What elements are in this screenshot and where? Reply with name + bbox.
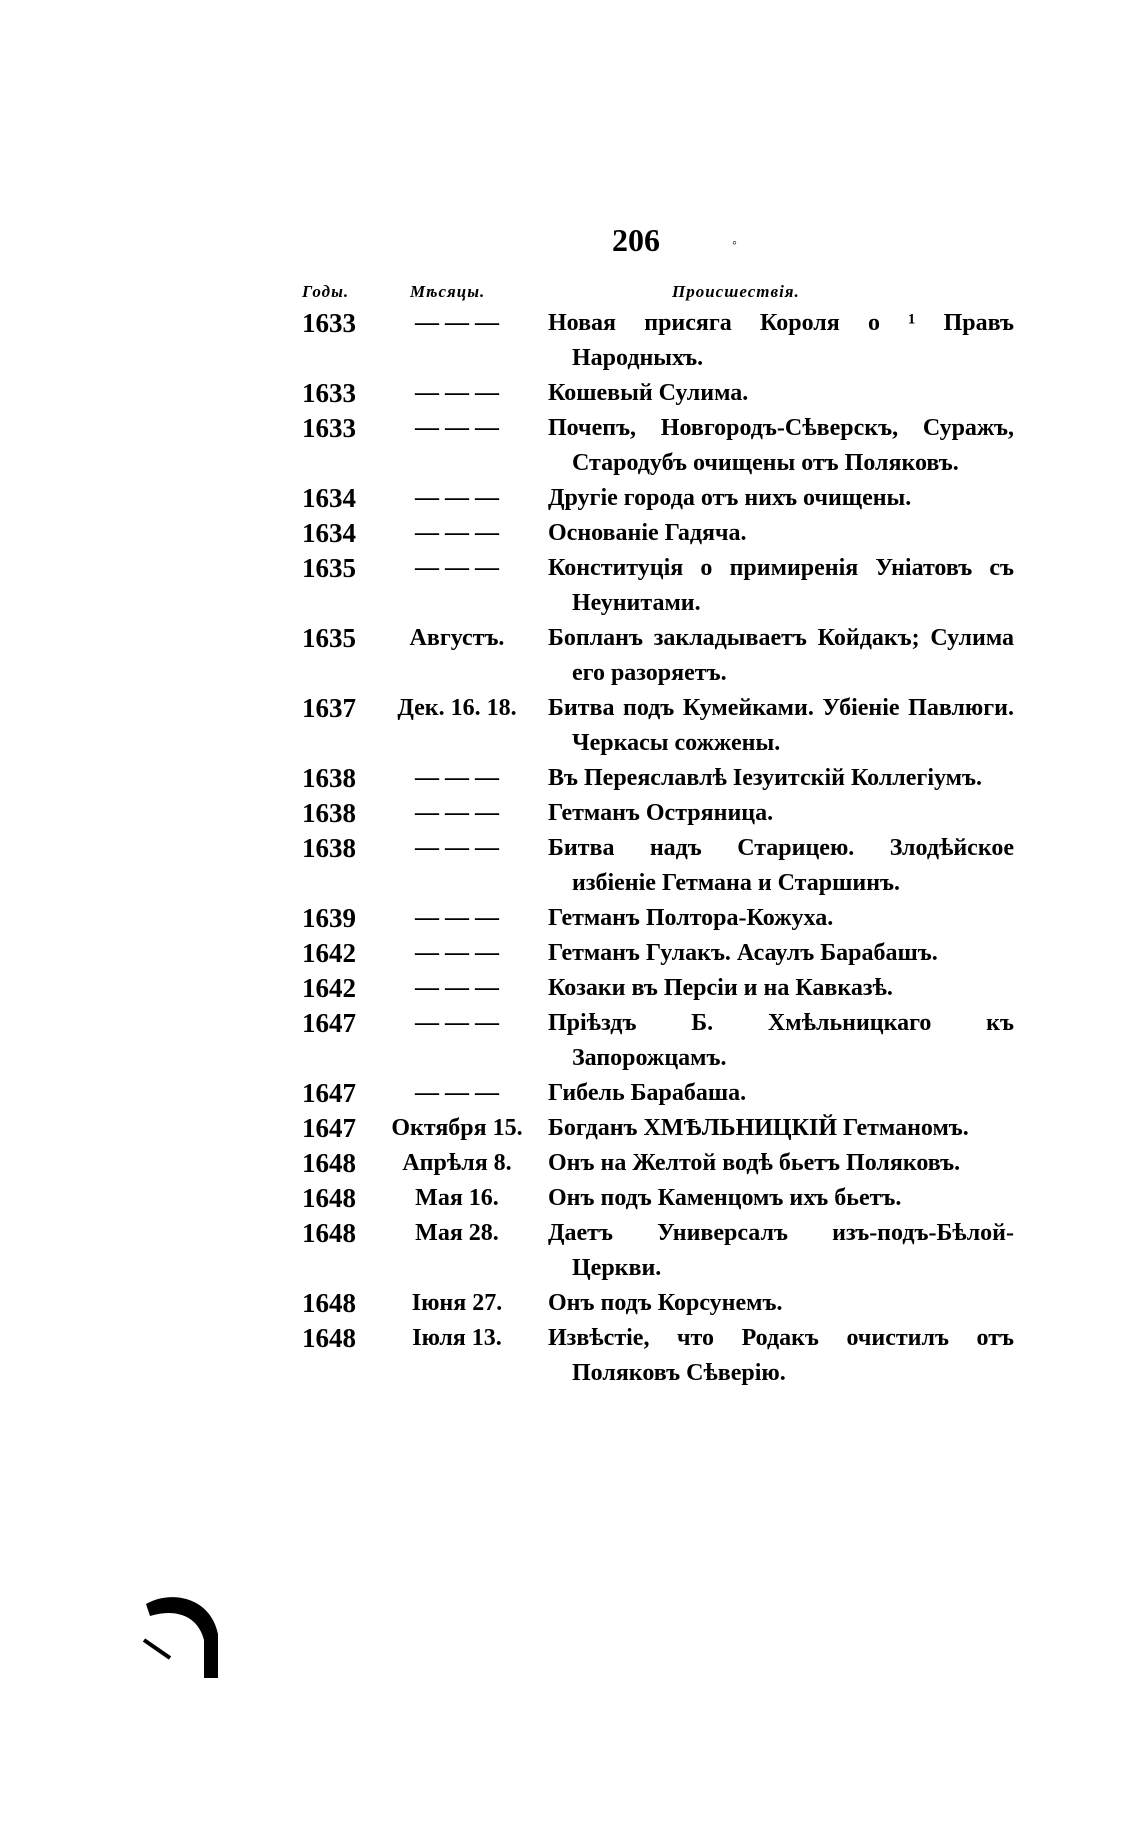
month-cell: Октября 15. [391, 1115, 523, 1141]
event-cell: Онъ подъ Корсунемъ. [548, 1290, 783, 1316]
event-cell: Битва надъ Старицею. Злодѣйское избіеніе Гетмана и Старшинъ. [548, 835, 1014, 896]
year-cell: 1648 [302, 1148, 356, 1178]
table-row [0, 1216, 1140, 1286]
year-cell: 1638 [302, 763, 356, 793]
month-cell: — — — [415, 1080, 499, 1106]
table-row [0, 481, 1140, 516]
month-cell: — — — [415, 555, 499, 581]
table-row [0, 1321, 1140, 1391]
month-cell: Мая 28. [415, 1220, 499, 1246]
year-cell: 1633 [302, 308, 356, 338]
month-cell: — — — [415, 415, 499, 441]
table-row [0, 761, 1140, 796]
year-cell: 1647 [302, 1113, 356, 1143]
month-cell: — — — [415, 800, 499, 826]
month-cell: — — — [415, 1010, 499, 1036]
year-cell: 1648 [302, 1288, 356, 1318]
column-headers [0, 282, 1140, 306]
table-row [0, 551, 1140, 621]
month-cell: — — — [415, 520, 499, 546]
month-cell: — — — [415, 975, 499, 1001]
event-cell: Новая присяга Короля о ¹ Правъ Народныхъ. [548, 310, 1014, 371]
header-months: Мѣсяцы. [410, 282, 486, 301]
event-cell: Въ Переяславлѣ Iезуитскій Коллегіумъ. [548, 765, 983, 791]
year-cell: 1648 [302, 1183, 356, 1213]
table-row [0, 621, 1140, 691]
year-cell: 1642 [302, 973, 356, 1003]
month-cell: Августъ. [409, 625, 505, 651]
year-cell: 1647 [302, 1008, 356, 1038]
event-cell: Конституція о примиренія Уніатовъ съ Неунитами. [548, 555, 1014, 616]
year-cell: 1648 [302, 1218, 356, 1248]
month-cell: — — — [415, 940, 499, 966]
event-cell: Другіе города отъ нихъ очищены. [548, 485, 912, 511]
event-cell: Гибель Барабаша. [548, 1080, 747, 1106]
event-cell: Гетманъ Остряница. [548, 800, 774, 826]
table-row [0, 1111, 1140, 1146]
table-row [0, 411, 1140, 481]
table-row [0, 376, 1140, 411]
year-cell: 1634 [302, 518, 356, 548]
year-cell: 1648 [302, 1323, 356, 1353]
month-cell: — — — [415, 310, 499, 336]
table-row [0, 831, 1140, 901]
ink-blot-mark [140, 1590, 220, 1680]
year-cell: 1639 [302, 903, 356, 933]
table-row [0, 691, 1140, 761]
month-cell: Мая 16. [415, 1185, 499, 1211]
event-cell: Основаніе Гадяча. [548, 520, 747, 546]
event-cell: Козаки въ Персіи и на Кавказѣ. [548, 975, 893, 1001]
header-years: Годы. [302, 282, 350, 301]
page-mark: ◦ [732, 236, 737, 251]
year-cell: 1635 [302, 623, 356, 653]
header-events: Происшествія. [672, 282, 800, 301]
table-row [0, 796, 1140, 831]
month-cell: Дек. 16. 18. [397, 695, 517, 721]
year-cell: 1638 [302, 833, 356, 863]
month-cell: Іюля 13. [412, 1325, 502, 1351]
table-row [0, 306, 1140, 376]
event-cell: Гетманъ Полтора-Кожуха. [548, 905, 834, 931]
table-row [0, 901, 1140, 936]
event-cell: Извѣстіе, что Родакъ очистилъ отъ Поляковъ Сѣверію. [548, 1325, 1014, 1386]
year-cell: 1642 [302, 938, 356, 968]
event-cell: Онъ подъ Каменцомъ ихъ бьетъ. [548, 1185, 902, 1211]
table-row [0, 1076, 1140, 1111]
month-cell: Апрѣля 8. [402, 1150, 512, 1176]
table-row [0, 1181, 1140, 1216]
year-cell: 1635 [302, 553, 356, 583]
event-cell: Богданъ ХМѢЛЬНИЦКІЙ Гетманомъ. [548, 1115, 969, 1141]
page-number: 206 [612, 222, 660, 258]
event-cell: Онъ на Желтой водѣ бьетъ Поляковъ. [548, 1150, 961, 1176]
table-row [0, 516, 1140, 551]
event-cell: Даетъ Универсалъ изъ-подъ-Бѣлой-Церкви. [548, 1220, 1014, 1281]
table-row [0, 1146, 1140, 1181]
month-cell: — — — [415, 765, 499, 791]
event-cell: Пріѣздъ Б. Хмѣльницкаго къ Запорожцамъ. [548, 1010, 1014, 1071]
chronology-table [0, 306, 1140, 1391]
year-cell: 1634 [302, 483, 356, 513]
month-cell: Іюня 27. [411, 1290, 503, 1316]
table-row [0, 1286, 1140, 1321]
event-cell: Почепъ, Новгородъ-Сѣверскъ, Суражъ, Стародубъ очищены отъ Поляковъ. [548, 415, 1014, 476]
year-cell: 1637 [302, 693, 356, 723]
month-cell: — — — [415, 380, 499, 406]
event-cell: Бопланъ закладываетъ Койдакъ; Сулима его разоряетъ. [548, 625, 1014, 686]
month-cell: — — — [415, 835, 499, 861]
table-row [0, 1006, 1140, 1076]
year-cell: 1633 [302, 413, 356, 443]
year-cell: 1633 [302, 378, 356, 408]
month-cell: — — — [415, 905, 499, 931]
table-row [0, 971, 1140, 1006]
month-cell: — — — [415, 485, 499, 511]
event-cell: Битва подъ Кумейками. Убіеніе Павлюги. Черкасы сожжены. [548, 695, 1014, 756]
table-row [0, 936, 1140, 971]
event-cell: Кошевый Сулима. [548, 380, 749, 406]
year-cell: 1638 [302, 798, 356, 828]
year-cell: 1647 [302, 1078, 356, 1108]
event-cell: Гетманъ Гулакъ. Асаулъ Барабашъ. [548, 940, 938, 966]
